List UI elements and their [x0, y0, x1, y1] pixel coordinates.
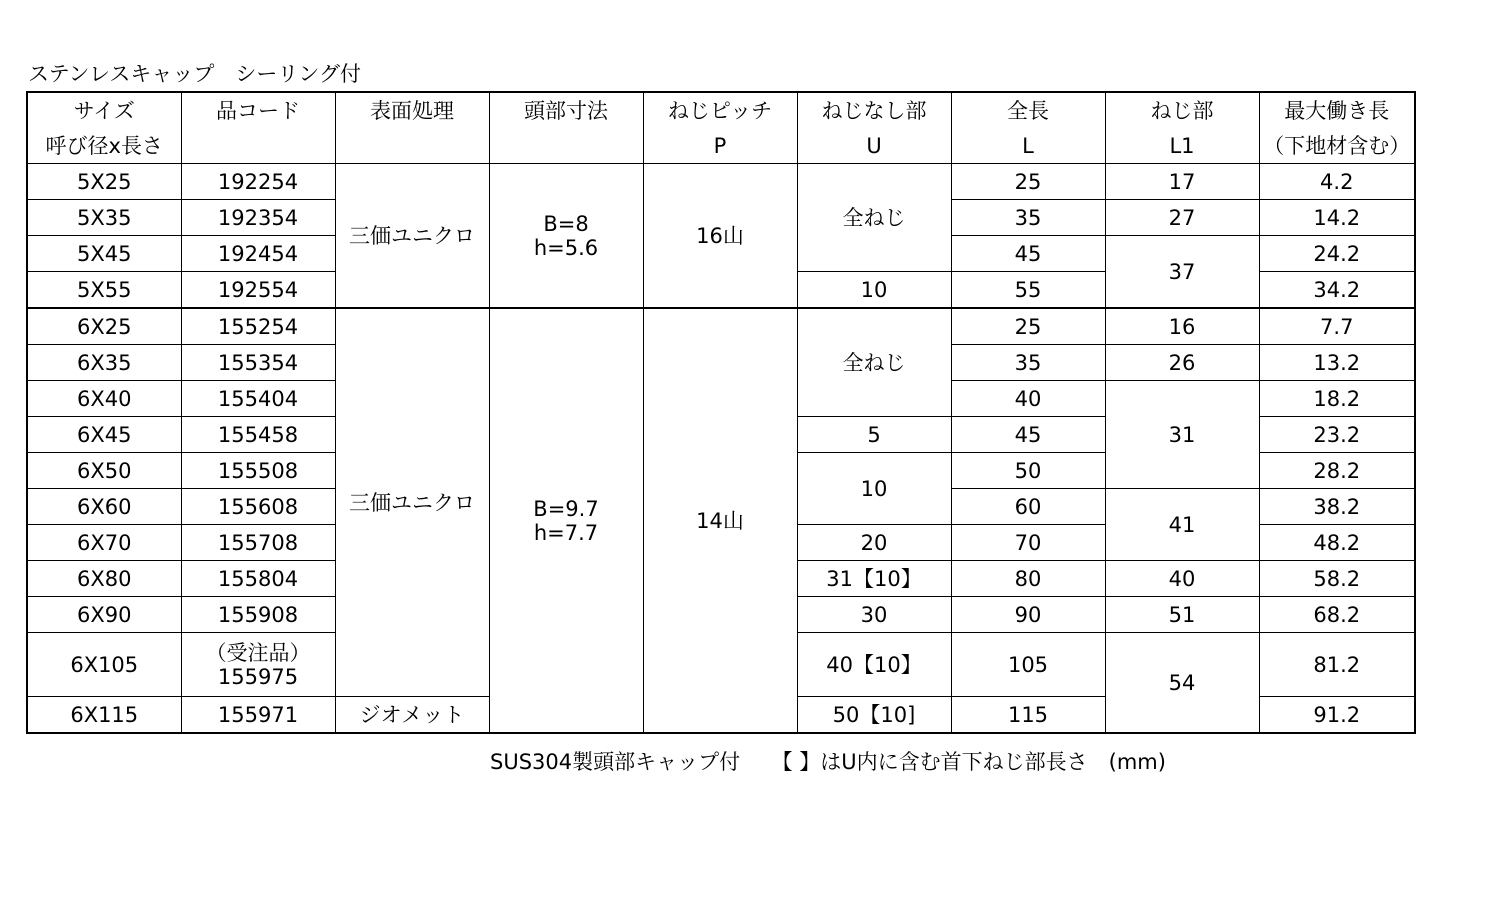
- unthreaded-cell: 40【10】: [797, 633, 951, 697]
- size-cell: 6X40: [27, 381, 181, 417]
- size-cell: 6X105: [27, 633, 181, 697]
- size-cell: 5X45: [27, 236, 181, 272]
- finish-cell: 三価ユニクロ: [335, 308, 489, 697]
- unthreaded-cell: 20: [797, 525, 951, 561]
- length-cell: 50: [951, 453, 1105, 489]
- length-cell: 90: [951, 597, 1105, 633]
- head-dimension-cell: B=8 h=5.6: [489, 164, 643, 309]
- max-working-length-cell: 14.2: [1259, 200, 1415, 236]
- table-row: [27, 308, 1415, 345]
- header-cell: （下地材含む）: [1259, 128, 1415, 164]
- code-cell: 155508: [181, 453, 335, 489]
- thread-length-cell: 27: [1105, 200, 1259, 236]
- length-cell: 105: [951, 633, 1105, 697]
- length-cell: 80: [951, 561, 1105, 597]
- code-cell: 155254: [181, 308, 335, 345]
- finish-cell: ジオメット: [335, 697, 489, 734]
- length-cell: 35: [951, 200, 1105, 236]
- thread-length-cell: 51: [1105, 597, 1259, 633]
- max-working-length-cell: 68.2: [1259, 597, 1415, 633]
- size-cell: 6X35: [27, 345, 181, 381]
- length-cell: 70: [951, 525, 1105, 561]
- head-dimension-cell: B=9.7 h=7.7: [489, 308, 643, 733]
- header-row: [27, 92, 1415, 128]
- max-working-length-cell: 23.2: [1259, 417, 1415, 453]
- size-cell: 6X70: [27, 525, 181, 561]
- size-cell: 6X115: [27, 697, 181, 734]
- finish-cell: 三価ユニクロ: [335, 164, 489, 309]
- code-cell: 192254: [181, 164, 335, 200]
- unthreaded-cell: 全ねじ: [797, 164, 951, 272]
- max-working-length-cell: 28.2: [1259, 453, 1415, 489]
- size-cell: 5X35: [27, 200, 181, 236]
- header-cell: 品コード: [181, 92, 335, 128]
- code-cell: 155971: [181, 697, 335, 734]
- length-cell: 115: [951, 697, 1105, 734]
- max-working-length-cell: 58.2: [1259, 561, 1415, 597]
- code-cell: 192354: [181, 200, 335, 236]
- table-footnote: SUS304製頭部キャップ付 【 】はU内に含む首下ねじ部長さ (mm): [490, 750, 1166, 774]
- thread-length-cell: 40: [1105, 561, 1259, 597]
- size-cell: 6X90: [27, 597, 181, 633]
- code-cell: 155908: [181, 597, 335, 633]
- code-cell: 155404: [181, 381, 335, 417]
- unthreaded-cell: 10: [797, 453, 951, 525]
- header-cell: L1: [1105, 128, 1259, 164]
- header-cell: ねじピッチ: [643, 92, 797, 128]
- header-cell: [181, 128, 335, 164]
- max-working-length-cell: 18.2: [1259, 381, 1415, 417]
- max-working-length-cell: 81.2: [1259, 633, 1415, 697]
- thread-length-cell: 37: [1105, 236, 1259, 309]
- max-working-length-cell: 48.2: [1259, 525, 1415, 561]
- code-cell: 155458: [181, 417, 335, 453]
- thread-length-cell: 31: [1105, 381, 1259, 489]
- size-cell: 6X50: [27, 453, 181, 489]
- length-cell: 35: [951, 345, 1105, 381]
- max-working-length-cell: 24.2: [1259, 236, 1415, 272]
- size-cell: 5X25: [27, 164, 181, 200]
- unthreaded-cell: 10: [797, 272, 951, 309]
- header-cell: 表面処理: [335, 92, 489, 128]
- max-working-length-cell: 7.7: [1259, 308, 1415, 345]
- header-cell: U: [797, 128, 951, 164]
- max-working-length-cell: 38.2: [1259, 489, 1415, 525]
- size-cell: 6X80: [27, 561, 181, 597]
- pitch-cell: 14山: [643, 308, 797, 733]
- length-cell: 60: [951, 489, 1105, 525]
- max-working-length-cell: 34.2: [1259, 272, 1415, 309]
- header-cell: サイズ: [27, 92, 181, 128]
- code-cell: （受注品） 155975: [181, 633, 335, 697]
- header-cell: 呼び径x長さ: [27, 128, 181, 164]
- code-cell: 155804: [181, 561, 335, 597]
- length-cell: 45: [951, 236, 1105, 272]
- header-cell: L: [951, 128, 1105, 164]
- max-working-length-cell: 91.2: [1259, 697, 1415, 734]
- header-cell: [335, 128, 489, 164]
- table-row: [27, 164, 1415, 200]
- thread-length-cell: 41: [1105, 489, 1259, 561]
- code-cell: 155354: [181, 345, 335, 381]
- thread-length-cell: 26: [1105, 345, 1259, 381]
- size-cell: 6X25: [27, 308, 181, 345]
- header-cell: ねじなし部: [797, 92, 951, 128]
- page-title: ステンレスキャップ シーリング付: [28, 62, 361, 86]
- header-cell: 頭部寸法: [489, 92, 643, 128]
- spec-table: [26, 91, 1416, 734]
- thread-length-cell: 16: [1105, 308, 1259, 345]
- length-cell: 25: [951, 164, 1105, 200]
- unthreaded-cell: 5: [797, 417, 951, 453]
- code-cell: 155608: [181, 489, 335, 525]
- pitch-cell: 16山: [643, 164, 797, 309]
- code-cell: 192454: [181, 236, 335, 272]
- length-cell: 40: [951, 381, 1105, 417]
- unthreaded-cell: 50【10]: [797, 697, 951, 734]
- header-cell: 全長: [951, 92, 1105, 128]
- header-row: [27, 128, 1415, 164]
- length-cell: 25: [951, 308, 1105, 345]
- length-cell: 45: [951, 417, 1105, 453]
- thread-length-cell: 54: [1105, 633, 1259, 734]
- size-cell: 6X45: [27, 417, 181, 453]
- header-cell: [489, 128, 643, 164]
- header-cell: P: [643, 128, 797, 164]
- unthreaded-cell: 全ねじ: [797, 308, 951, 417]
- header-cell: ねじ部: [1105, 92, 1259, 128]
- code-cell: 192554: [181, 272, 335, 309]
- header-cell: 最大働き長: [1259, 92, 1415, 128]
- code-cell: 155708: [181, 525, 335, 561]
- max-working-length-cell: 4.2: [1259, 164, 1415, 200]
- length-cell: 55: [951, 272, 1105, 309]
- max-working-length-cell: 13.2: [1259, 345, 1415, 381]
- size-cell: 5X55: [27, 272, 181, 309]
- size-cell: 6X60: [27, 489, 181, 525]
- thread-length-cell: 17: [1105, 164, 1259, 200]
- unthreaded-cell: 30: [797, 597, 951, 633]
- unthreaded-cell: 31【10】: [797, 561, 951, 597]
